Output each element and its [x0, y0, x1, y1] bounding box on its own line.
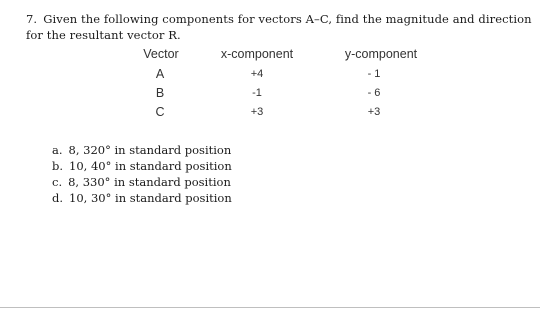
row-b-x: -1: [252, 87, 262, 99]
row-a-vector: A: [155, 67, 165, 81]
choice-letter: b.: [52, 159, 64, 173]
question-text: Given the following components for vectors A–C, find the magnitude and direction for the resultant vector R.: [26, 12, 532, 42]
choice-d[interactable]: [52, 190, 232, 206]
header-vector: Vector: [143, 47, 179, 61]
choice-a[interactable]: [52, 142, 232, 158]
choice-letter: c.: [52, 175, 63, 189]
row-a-x: +4: [250, 68, 264, 80]
choice-text: 10, 30° in standard position: [69, 191, 232, 205]
choice-letter: a.: [52, 143, 63, 157]
row-c-y: +3: [367, 106, 381, 118]
choice-letter: d.: [52, 191, 64, 205]
header-x-component: x-component: [220, 47, 294, 61]
question-number: 7.: [26, 12, 38, 26]
choice-text: 8, 330° in standard position: [68, 175, 231, 189]
row-a-y: - 1: [367, 68, 381, 80]
row-b-vector: B: [155, 86, 165, 100]
row-b-y: - 6: [367, 87, 381, 99]
row-c-x: +3: [250, 106, 264, 118]
header-y-component: y-component: [344, 47, 418, 61]
choice-b[interactable]: [52, 158, 232, 174]
bottom-divider: [0, 307, 540, 308]
answer-choices: [52, 142, 232, 206]
choice-c[interactable]: [52, 174, 232, 190]
question-prompt: [26, 11, 538, 43]
choice-text: 8, 320° in standard position: [68, 143, 232, 157]
choice-text: 10, 40° in standard position: [69, 159, 232, 173]
row-c-vector: C: [155, 105, 165, 119]
